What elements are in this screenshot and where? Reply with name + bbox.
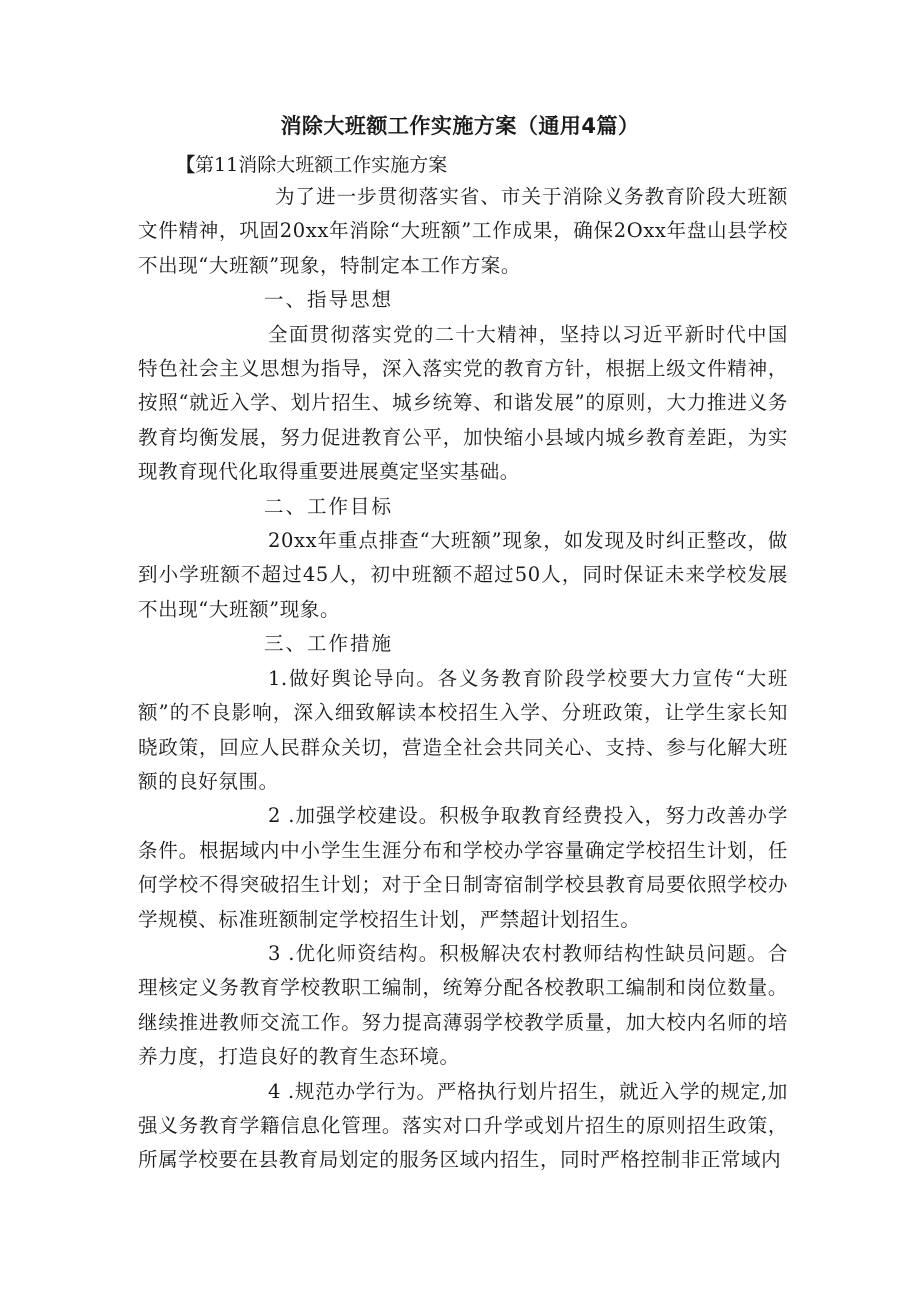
section-heading: [176, 150, 447, 177]
document-body: [138, 180, 788, 1178]
paragraph-guiding-ideology: 全面贯彻落实党的二十大精神，坚持以习近平新时代中国特色社会主义思想为指导，深入落实党的教育方针，根据上级文件精神，按照“就近入学、划片招生、城乡统筹、和谐发展”的原则，大力推进义务教育均衡发展，努力促进教育公平，加快缩小县域内城乡教育差距，为实现教育现代化取得重要进展奠定坚实基础。: [138, 322, 788, 484]
section-bracket: 【: [176, 154, 196, 176]
heading-work-measures: 三、工作措施: [264, 632, 394, 656]
paragraph-intro: 为了进一步贯彻落实省、市关于消除义务教育阶段大班额文件精神，巩固20xx年消除“大班额”工作成果，确保2Oxx年盘山县学校不出现“大班额”现象，特制定本工作方案。: [138, 185, 788, 277]
heading-work-goals: 二、工作目标: [264, 494, 394, 518]
heading-guiding-ideology: 一、指导思想: [264, 288, 394, 312]
paragraph-measure-3: 3 .优化师资结构。积极解决农村教师结构性缺员问题。合理核定义务教育学校教职工编制，统筹分配各校教职工编制和岗位数量。继续推进教师交流工作。努力提高薄弱学校教学质量，加大校内名师的培养力度，打造良好的教育生态环境。: [138, 941, 788, 1069]
paragraph-work-goals: 20xx年重点排查“大班额”现象，如发现及时纠正整改，做到小学班额不超过45人，初中班额不超过50人，同时保证未来学校发展不出现“大班额”现象。: [138, 529, 788, 621]
paragraph-measure-2: 2 .加强学校建设。积极争取教育经费投入，努力改善办学条件。根据域内中小学生生涯分布和学校办学容量确定学校招生计划，任何学校不得突破招生计划；对于全日制寄宿制学校县教育局要依照学校办学规模、标准班额制定学校招生计划，严禁超计划招生。: [138, 804, 788, 931]
section-title: 第11消除大班额工作实施方案: [195, 154, 448, 176]
paragraph-measure-4: 4 .规范办学行为。严格执行划片招生，就近入学的规定,加强义务教育学籍信息化管理。落实对口升学或划片招生的原则招生政策，所属学校要在县教育局划定的服务区域内招生，同时严格控制非正常域内: [138, 1079, 788, 1172]
document-title: 消除大班额工作实施方案（通用4篇）: [280, 114, 640, 138]
paragraph-measure-1: 1.做好舆论导向。各义务教育阶段学校要大力宣传“大班额”的不良影响，深入细致解读本校招生入学、分班政策，让学生家长知晓政策，回应人民群众关切，营造全社会共同关心、支持、参与化解大班额的良好氛围。: [138, 666, 788, 793]
